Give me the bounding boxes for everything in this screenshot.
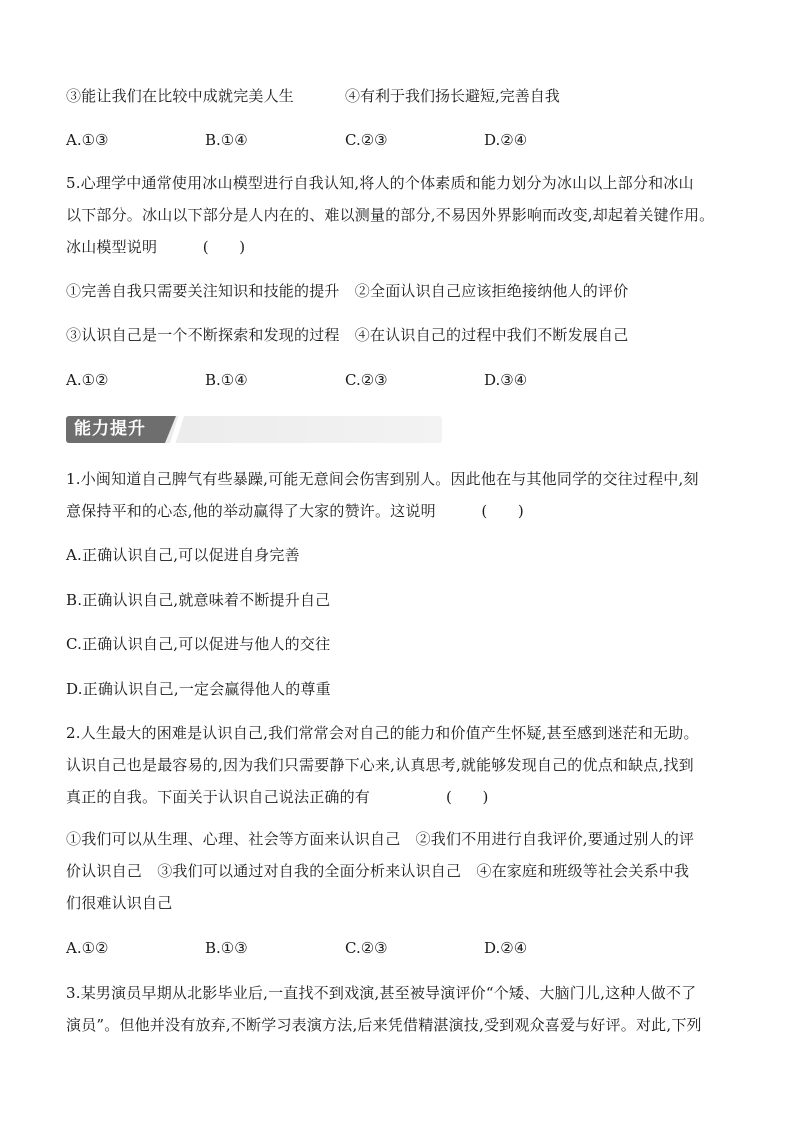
p1-stem-line-2: 意保持平和的心态,他的举动赢得了大家的赞许。这说明 ( ) [66, 502, 524, 520]
p2-statements-1: ①我们可以从生理、心理、社会等方面来认识自己 ②我们不用进行自我评价,要通过别人的评 [66, 830, 695, 848]
p2-stem-line-3: 真正的自我。下面关于认识自己说法正确的有 ( ) [66, 788, 489, 806]
q4-statement-4: ④有利于我们扬长避短,完善自我 [345, 87, 560, 105]
p2-option-c[interactable]: C.②③ [345, 939, 388, 957]
p1-option-a[interactable]: A.正确认识自己,可以促进自身完善 [66, 546, 300, 564]
section-title: 能力提升 [74, 419, 146, 439]
p1-option-b[interactable]: B.正确认识自己,就意味着不断提升自己 [66, 591, 331, 609]
p1-option-c[interactable]: C.正确认识自己,可以促进与他人的交往 [66, 635, 331, 653]
p2-stem-line-1: 2.人生最大的困难是认识自己,我们常常会对自己的能力和价值产生怀疑,甚至感到迷茫和无助。 [66, 724, 699, 742]
q4-option-b[interactable]: B.①④ [205, 131, 248, 149]
q5-option-a[interactable]: A.①② [66, 371, 109, 389]
p1-option-d[interactable]: D.正确认识自己,一定会赢得他人的尊重 [66, 680, 331, 698]
p2-option-d[interactable]: D.②④ [484, 939, 528, 957]
q4-option-a[interactable]: A.①③ [66, 131, 109, 149]
q5-stem-line-1: 5.心理学中通常使用冰山模型进行自我认知,将人的个体素质和能力划分为冰山以上部分和冰山 [66, 174, 694, 192]
q5-stem-line-2: 以下部分。冰山以下部分是人内在的、难以测量的部分,不易因外界影响而改变,却起着关键作用。 [66, 206, 715, 224]
p1-stem-line-1: 1.小闽知道自己脾气有些暴躁,可能无意间会伤害到别人。因此他在与其他同学的交往过程中,刻 [66, 470, 699, 488]
q4-option-c[interactable]: C.②③ [345, 131, 388, 149]
p2-option-b[interactable]: B.①③ [205, 939, 248, 957]
q5-option-d[interactable]: D.③④ [484, 371, 528, 389]
q4-option-d[interactable]: D.②④ [484, 131, 528, 149]
p3-stem-line-2: 演员”。但他并没有放弃,不断学习表演方法,后来凭借精湛演技,受到观众喜爱与好评。对此,下列 [66, 1016, 702, 1034]
p2-statements-3: 们很难认识自己 [66, 894, 173, 912]
section-banner [66, 416, 442, 443]
q5-option-b[interactable]: B.①④ [205, 371, 248, 389]
p3-stem-line-1: 3.某男演员早期从北影毕业后,一直找不到戏演,甚至被导演评价“个矮、大脑门儿,这种人做不了 [66, 984, 697, 1002]
q5-statements-1: ①完善自我只需要关注知识和技能的提升 ②全面认识自己应该拒绝接纳他人的评价 [66, 282, 629, 300]
q5-option-c[interactable]: C.②③ [345, 371, 388, 389]
p2-stem-line-2: 认识自己也是最容易的,因为我们只需要静下心来,认真思考,就能够发现自己的优点和缺点,找到 [66, 756, 694, 774]
q5-statements-2: ③认识自己是一个不断探索和发现的过程 ④在认识自己的过程中我们不断发展自己 [66, 326, 629, 344]
q4-statement-3: ③能让我们在比较中成就完美人生 [66, 87, 295, 105]
p2-option-a[interactable]: A.①② [66, 939, 109, 957]
p2-statements-2: 价认识自己 ③我们可以通过对自我的全面分析来认识自己 ④在家庭和班级等社会关系中我 [66, 862, 690, 880]
q5-stem-line-3: 冰山模型说明 ( ) [66, 238, 246, 256]
